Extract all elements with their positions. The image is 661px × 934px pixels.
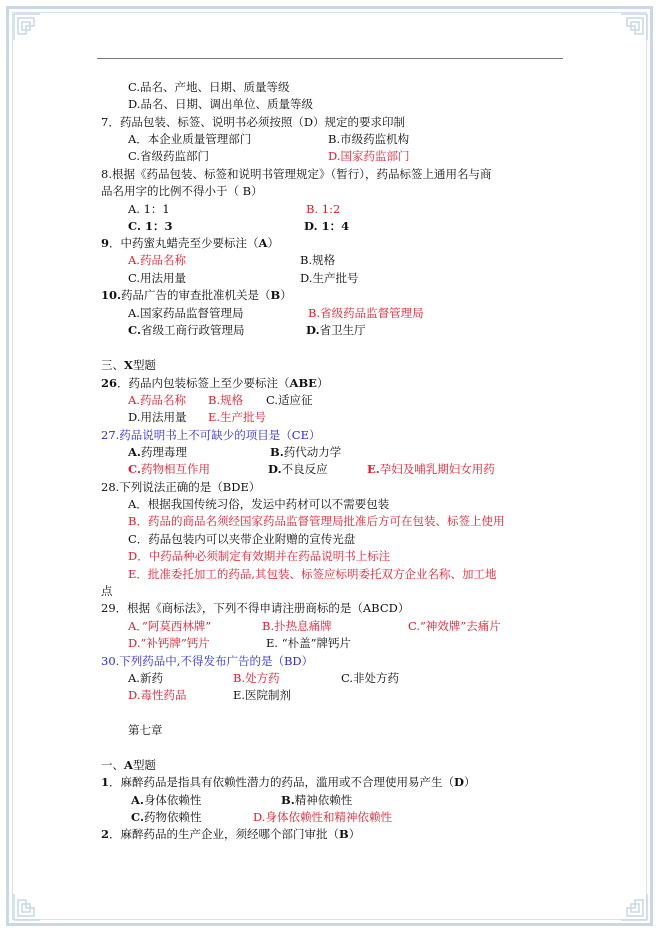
option-a-answer: A.药品名称: [128, 253, 186, 267]
option-letter: C.: [128, 462, 141, 476]
option-c: C．药品包装内可以夹带企业附赠的宣传光盘: [128, 532, 356, 546]
option-letter: D.: [268, 462, 282, 476]
option-b: B.规格: [300, 253, 336, 267]
option-c: C.适应征: [266, 393, 313, 407]
option-d: D.生产批号: [300, 271, 359, 285]
option-letter: D.: [306, 323, 320, 337]
option-b-answer: B．药品的商品名须经国家药品监督管理局批准后方可在包装、标签上使用: [128, 514, 505, 528]
question-26: [101, 375, 328, 391]
bracket: ）: [464, 775, 476, 789]
option-d: [268, 461, 328, 477]
option-text: 身体依赖性: [143, 793, 202, 807]
option-text: 药物依赖性: [143, 810, 202, 824]
option-c-answer: [128, 461, 210, 477]
option-letter: A.: [128, 445, 141, 459]
option-a: A．本企业质量管理部门: [128, 132, 252, 146]
option-c: C.用法用量: [128, 271, 187, 285]
option-e: E. “朴盖”牌钙片: [266, 636, 351, 650]
bracket: ）: [348, 827, 361, 841]
section-suffix: 型题: [132, 358, 156, 372]
question-2: [101, 826, 360, 842]
option-d-answer: D.”补钙牌”钙片: [128, 636, 210, 650]
section-heading: [101, 357, 156, 373]
question-text: ．中药蜜丸蜡壳至少要标注（: [109, 236, 259, 250]
option-d: [306, 322, 366, 338]
question-text: ．麻醉药品的生产企业，须经哪个部门审批（: [109, 827, 340, 841]
section-prefix: 三、: [101, 358, 124, 372]
option-a: A．根据我国传统习俗，发运中药材可以不需要包装: [128, 497, 390, 511]
option-c: C. 1：3: [128, 219, 173, 233]
section-prefix: 一、: [101, 758, 124, 772]
section-type: A: [124, 758, 133, 772]
question-10: [101, 287, 292, 303]
option-line: C.品名、产地、日期、质量等级: [128, 80, 290, 94]
question-30: 30.下列药品中,不得发布广告的是（BD）: [101, 654, 314, 668]
section-suffix: 型题: [132, 758, 156, 772]
option-c: [131, 809, 201, 825]
answer: D: [454, 775, 464, 789]
corner-ornament-icon: [12, 12, 42, 42]
corner-ornament-icon: [619, 12, 649, 42]
option-b-answer: B.规格: [208, 393, 244, 407]
chapter-title: 第七章: [128, 723, 163, 737]
bracket: ）: [280, 288, 292, 302]
option-b: B.市级药监机构: [328, 132, 410, 146]
option-letter: C.: [131, 810, 144, 824]
option-d-answer: D.国家药监部门: [328, 149, 410, 163]
option-b: [281, 792, 352, 808]
question-number: 2: [101, 827, 110, 841]
question-text: 药品广告的审查批准机关是（: [121, 288, 271, 302]
option-b-answer: B. 1:2: [306, 202, 341, 216]
option-text: 孕妇及哺乳期妇女用药: [379, 462, 495, 476]
header-rule: [97, 58, 563, 59]
option-text: 省级工商行政管理局: [140, 323, 245, 337]
option-e-answer: [367, 461, 495, 477]
question-8: 8.根据《药品包装、标签和说明书管理规定》（暂行），药品标签上通用名与商: [101, 167, 492, 181]
question-9: [101, 235, 279, 251]
question-8-cont: 品名用字的比例不得小于（ B）: [101, 184, 263, 198]
corner-ornament-icon: [619, 892, 649, 922]
answer: ABE: [289, 376, 317, 390]
option-a: A.新药: [128, 671, 163, 685]
option-c: C.省级药监部门: [128, 149, 210, 163]
option-d: D.用法用量: [128, 410, 187, 424]
option-c: [128, 322, 244, 338]
option-line: D.品名、日期、调出单位、质量等级: [128, 97, 313, 111]
question-text: ．药品内包装标签上至少要标注（: [117, 376, 290, 390]
question-number: 10.: [101, 288, 122, 302]
bracket: ）: [267, 236, 279, 250]
answer: B: [339, 827, 349, 841]
option-d-answer: D.身体依赖性和精神依赖性: [253, 810, 392, 824]
option-a-answer: A.药品名称: [128, 393, 186, 407]
option-d: D. 1：4: [304, 219, 350, 233]
question-text: ．麻醉药品是指具有依赖性潜力的药品，滥用或不合理使用易产生（: [109, 775, 455, 789]
question-1: [101, 774, 476, 790]
corner-ornament-icon: [12, 892, 42, 922]
option-d-answer: D.毒性药品: [128, 688, 187, 702]
option-e: E.医院制剂: [233, 688, 292, 702]
option-letter: E.: [367, 462, 380, 476]
option-d-answer: D．中药品种必须制定有效期并在药品说明书上标注: [128, 549, 391, 563]
question-7: 7．药品包装、标签、说明书必须按照（D）规定的要求印制: [101, 115, 406, 129]
option-text: 药理毒理: [140, 445, 187, 459]
option-text: 药物相互作用: [140, 462, 210, 476]
section-type: X: [124, 358, 133, 372]
option-text: 省卫生厅: [319, 323, 366, 337]
option-text: 不良反应: [281, 462, 328, 476]
option-c: C.非处方药: [341, 671, 400, 685]
section-heading: [101, 757, 156, 773]
question-28: 28.下列说法正确的是（BDE）: [101, 480, 261, 494]
option-letter: B.: [270, 445, 284, 459]
option-letter: A.: [131, 793, 144, 807]
option-a-answer: A．”阿莫西林牌”: [128, 619, 212, 633]
option-b-answer: B.处方药: [233, 671, 280, 685]
answer: B: [270, 288, 281, 302]
option-a: [131, 792, 201, 808]
question-27: 27.药品说明书上不可缺少的项目是（CE）: [101, 428, 321, 442]
bracket: ）: [316, 376, 329, 390]
question-number: 26: [101, 376, 118, 390]
option-a: [128, 444, 187, 460]
question-number: 1: [101, 775, 110, 789]
option-letter: B.: [281, 793, 295, 807]
question-number: 9: [101, 236, 110, 250]
option-text: 精神依赖性: [294, 793, 353, 807]
option-e-cont: 点: [101, 584, 113, 598]
option-b-answer: B.省级药品监督管理局: [308, 306, 424, 320]
option-e-answer: E.生产批号: [208, 410, 267, 424]
option-a: A.国家药品监督管理局: [128, 306, 244, 320]
option-e-answer: E．批准委托加工的药品,其包装、标签应标明委托双方企业名称、加工地: [128, 567, 497, 581]
option-a: A. 1：1: [128, 202, 170, 216]
option-b-answer: B.扑热息痛牌: [262, 619, 332, 633]
option-letter: C.: [128, 323, 141, 337]
question-29: 29．根据《商标法》，下列不得申请注册商标的是（ABCD）: [101, 601, 410, 615]
option-b: [270, 444, 341, 460]
option-c-answer: C.”神效牌”去痛片: [408, 619, 501, 633]
option-text: 药代动力学: [283, 445, 342, 459]
answer: A: [258, 236, 268, 250]
